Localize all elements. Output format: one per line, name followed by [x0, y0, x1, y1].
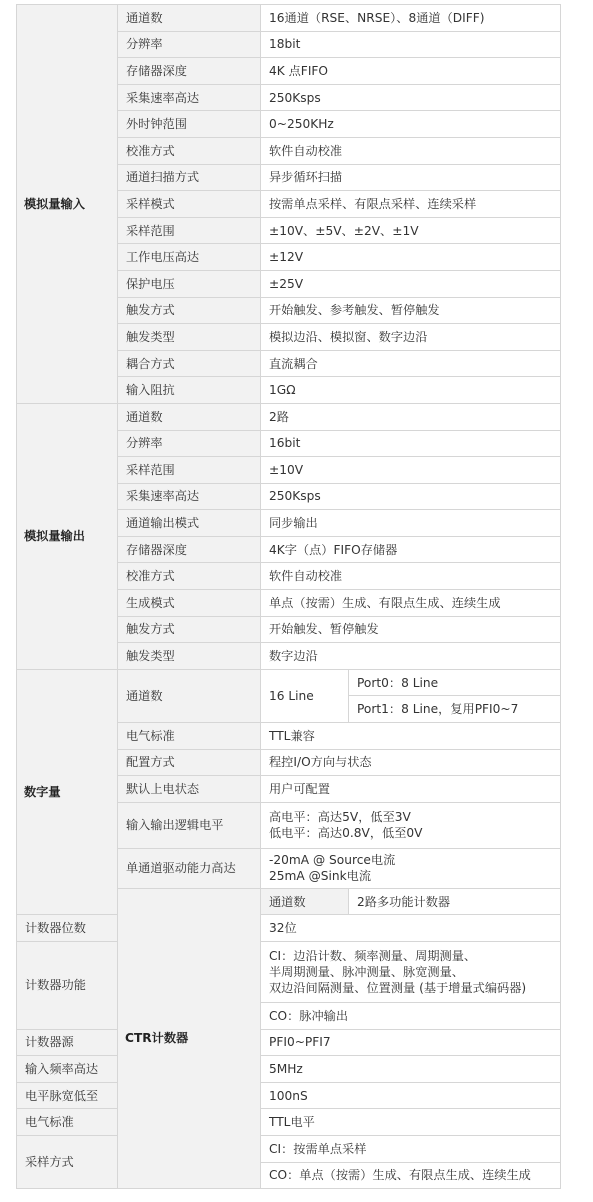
value-cell: 程控I/O方向与状态 [261, 749, 561, 776]
value-cell: 4K 点FIFO [261, 58, 561, 85]
param-cell: 采样范围 [118, 457, 261, 484]
param-cell: 电气标准 [118, 723, 261, 750]
group-label: 模拟量输入 [17, 5, 118, 404]
value-cell: 直流耦合 [261, 350, 561, 377]
value-cell: 18bit [261, 31, 561, 58]
value-cell: 1GΩ [261, 377, 561, 404]
value-line: 半周期测量、脉冲测量、脉宽测量、 [269, 965, 464, 979]
param-cell: 分辨率 [118, 430, 261, 457]
param-cell: 通道数 [118, 403, 261, 430]
value-cell: 按需单点采样、有限点采样、连续采样 [261, 191, 561, 218]
table-row [17, 1135, 561, 1162]
param-cell: 外时钟范围 [118, 111, 261, 138]
value-cell: ±12V [261, 244, 561, 271]
table-row [17, 5, 561, 32]
value-cell: 250Ksps [261, 84, 561, 111]
param-cell: 分辨率 [118, 31, 261, 58]
value-cell: 异步循环扫描 [261, 164, 561, 191]
value-cell: 用户可配置 [261, 776, 561, 803]
group-label: CTR计数器 [118, 888, 261, 1188]
value-cell: TTL电平 [261, 1109, 561, 1136]
value-cell: 开始触发、暂停触发 [261, 616, 561, 643]
value-cell: 软件自动校准 [261, 137, 561, 164]
port1-cell: Port1：8 Line，复用PFI0~7 [349, 696, 561, 723]
value-cell [261, 942, 561, 1003]
value-line: CI：边沿计数、频率测量、周期测量、 [269, 949, 477, 963]
param-cell: 生成模式 [118, 590, 261, 617]
value-cell: 模拟边沿、模拟窗、数字边沿 [261, 324, 561, 351]
value-cell [261, 848, 561, 888]
param-cell: 保护电压 [118, 270, 261, 297]
param-cell: 输入频率高达 [17, 1056, 118, 1083]
value-line: 25mA @Sink电流 [269, 869, 372, 884]
param-cell: 通道扫描方式 [118, 164, 261, 191]
param-cell: 存储器深度 [118, 536, 261, 563]
param-cell: 计数器位数 [17, 915, 118, 942]
value-line: -20mA @ Source电流 [269, 853, 396, 868]
value-cell: PFI0~PFI7 [261, 1029, 561, 1056]
value-cell: 100nS [261, 1082, 561, 1109]
value-line: 双边沿间隔测量、位置测量 (基于增量式编码器) [269, 981, 527, 995]
param-cell: 通道数 [118, 5, 261, 32]
param-cell: 采样模式 [118, 191, 261, 218]
param-cell: 单通道驱动能力高达 [118, 848, 261, 888]
spec-table [16, 4, 561, 1189]
table-row [17, 403, 561, 430]
value-cell: 32位 [261, 915, 561, 942]
value-cell: 5MHz [261, 1056, 561, 1083]
param-cell: 输入阻抗 [118, 377, 261, 404]
value-cell: TTL兼容 [261, 723, 561, 750]
param-cell: 校准方式 [118, 563, 261, 590]
param-cell: 采样范围 [118, 217, 261, 244]
param-cell: 触发方式 [118, 616, 261, 643]
param-cell: 触发方式 [118, 297, 261, 324]
param-cell: 触发类型 [118, 324, 261, 351]
value-cell [261, 802, 561, 848]
table-row [17, 669, 561, 696]
param-cell: 耦合方式 [118, 350, 261, 377]
table-row [17, 1029, 561, 1056]
param-cell: 工作电压高达 [118, 244, 261, 271]
table-row [17, 1109, 561, 1136]
param-cell: 采集速率高达 [118, 483, 261, 510]
param-cell: 计数器源 [17, 1029, 118, 1056]
group-label: 模拟量输出 [17, 403, 118, 669]
table-row [17, 942, 561, 1003]
value-cell: ±10V [261, 457, 561, 484]
param-cell: 通道输出模式 [118, 510, 261, 537]
param-cell: 电平脉宽低至 [17, 1082, 118, 1109]
param-cell: 存储器深度 [118, 58, 261, 85]
table-row [17, 915, 561, 942]
value-cell: 16bit [261, 430, 561, 457]
param-cell: 校准方式 [118, 137, 261, 164]
value-cell: 同步输出 [261, 510, 561, 537]
table-row [17, 1056, 561, 1083]
value-cell: 0~250KHz [261, 111, 561, 138]
value-line: 高电平：高达5V，低至3V [269, 810, 411, 825]
value-cell: CO：脉冲输出 [261, 1003, 561, 1030]
table-row [17, 1082, 561, 1109]
param-cell: 输入输出逻辑电平 [118, 802, 261, 848]
value-cell: 开始触发、参考触发、暂停触发 [261, 297, 561, 324]
value-cell: 软件自动校准 [261, 563, 561, 590]
param-cell: 默认上电状态 [118, 776, 261, 803]
param-cell: 配置方式 [118, 749, 261, 776]
param-cell: 采集速率高达 [118, 84, 261, 111]
value-cell: 16通道（RSE、NRSE）、8通道（DIFF) [261, 5, 561, 32]
param-cell: 通道数 [261, 888, 349, 915]
value-cell: CI：按需单点采样 [261, 1135, 561, 1162]
param-cell: 通道数 [118, 669, 261, 722]
value-cell: ±10V、±5V、±2V、±1V [261, 217, 561, 244]
port0-cell: Port0：8 Line [349, 669, 561, 696]
param-cell: 触发类型 [118, 643, 261, 670]
value-line: 低电平：高达0.8V，低至0V [269, 826, 423, 841]
param-cell: 采样方式 [17, 1135, 118, 1188]
param-cell: 电气标准 [17, 1109, 118, 1136]
value-cell: 单点（按需）生成、有限点生成、连续生成 [261, 590, 561, 617]
value-cell: CO：单点（按需）生成、有限点生成、连续生成 [261, 1162, 561, 1189]
value-cell: 数字边沿 [261, 643, 561, 670]
group-label: 数字量 [17, 669, 118, 915]
value-cell: 4K字（点）FIFO存储器 [261, 536, 561, 563]
value-cell: 2路 [261, 403, 561, 430]
value-cell: 2路多功能计数器 [349, 888, 561, 915]
value-cell: 250Ksps [261, 483, 561, 510]
value-cell: ±25V [261, 270, 561, 297]
param-cell: 计数器功能 [17, 942, 118, 1030]
value-cell: 16 Line [261, 669, 349, 722]
